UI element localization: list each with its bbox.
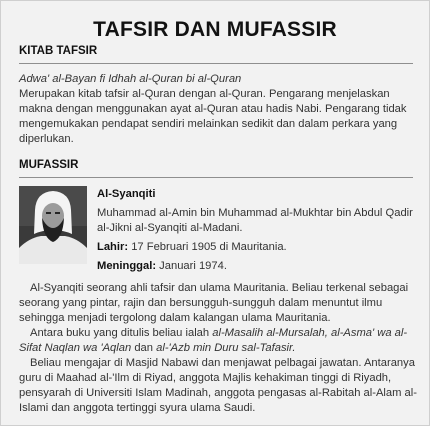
section-heading-kitab: KITAB TAFSIR xyxy=(19,45,98,57)
mufassir-name: Al-Syanqiti xyxy=(97,188,156,200)
page-title: TAFSIR DAN MUFASSIR xyxy=(93,18,337,41)
born-label: Lahir: xyxy=(97,241,129,253)
portrait-image xyxy=(19,186,87,264)
body-paragraph-1: Al-Syanqiti seorang ahli tafsir dan ulama Mauritania. Beliau terkenal sebagai seorang yang pintar, rajin dan bersungguh-sungguh dalam menuntut ilmu sehingga menjadi tergolong dalam kalangan ulama Mauritania. xyxy=(19,282,409,324)
body-paragraph-3: Beliau mengajar di Masjid Nabawi dan menjawat pelbagai jawatan. Antaranya guru di Maahad al-'Ilm di Riyad, anggota Majlis kehakiman tinggi di Riyadh, pensyarah di Universiti Islam Madinah, anggota pengasas al-Rabitah al-Alam al-Islami dan anggota tertinggi syura ulama Saudi. xyxy=(19,357,417,414)
died-label: Meninggal: xyxy=(97,260,157,272)
born-row xyxy=(97,240,415,255)
book-title: Adwa' al-Bayan fi Idhah al-Quran bi al-Quran xyxy=(19,73,242,85)
p2-italic-2: al-'Azb min Duru sal-Tafasir. xyxy=(156,342,296,354)
mufassir-bio xyxy=(97,187,415,274)
died-row xyxy=(97,259,415,274)
biography-body xyxy=(19,281,417,416)
mufassir-photo xyxy=(19,186,87,264)
mufassir-full-name: Muhammad al-Amin bin Muhammad al-Mukhtar bin Abdul Qadir al-Jikni al-Syanqiti al-Madani. xyxy=(97,207,413,234)
divider xyxy=(19,63,413,64)
died-value: Januari 1974. xyxy=(159,260,227,272)
born-value: 17 Februari 1905 di Mauritania. xyxy=(131,241,287,253)
p2-prefix: Antara buku yang ditulis beliau ialah xyxy=(30,327,213,339)
divider xyxy=(19,177,413,178)
kitab-block xyxy=(19,72,417,147)
p2-mid: dan xyxy=(131,342,157,354)
section-heading-mufassir: MUFASSIR xyxy=(19,159,79,171)
book-description: Merupakan kitab tafsir al-Quran dengan al-Quran. Pengarang menjelaskan makna dengan menggunakan ayat al-Quran atau hadis Nabi. Pengarang tidak mengemukakan pendapat sendiri melainkan sedikit dan dalam perkara yang diperlukan. xyxy=(19,88,407,145)
p2-italic-1: al-Masalih al-Mursalah, al-Asma' wa al-Sifat Naqlan wa 'Aqlan xyxy=(19,327,408,354)
body-paragraph-2 xyxy=(19,326,417,356)
